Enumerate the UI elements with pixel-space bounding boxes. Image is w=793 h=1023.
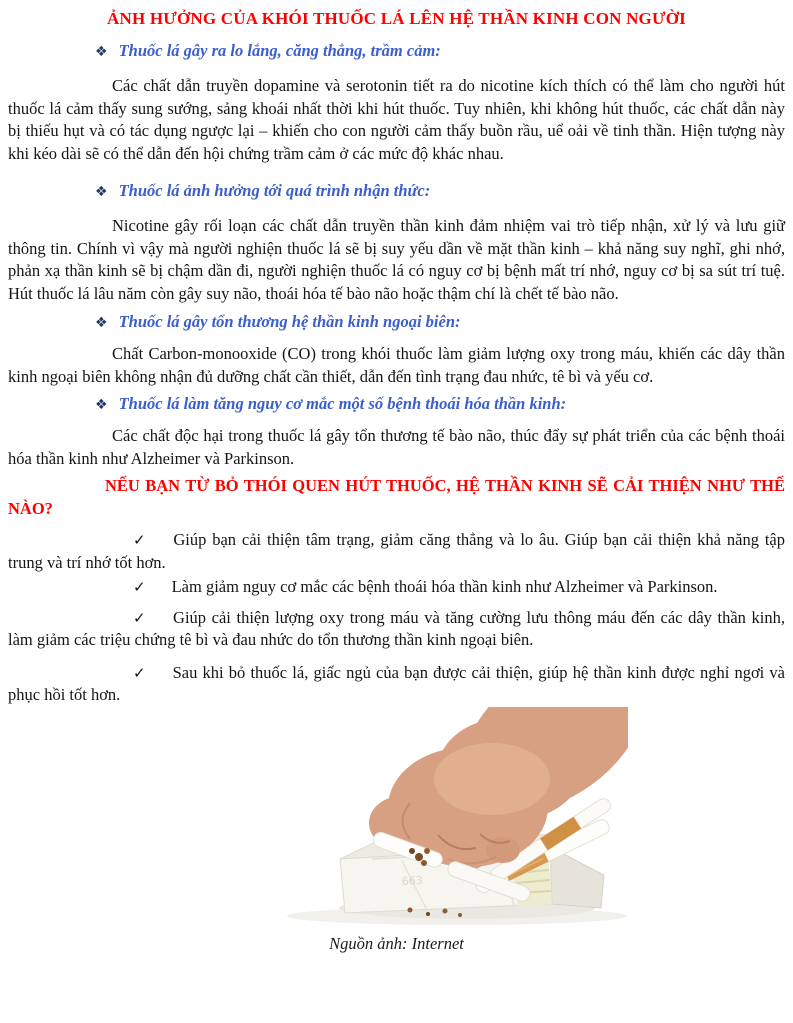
section-heading-text: Thuốc lá ảnh hưởng tới quá trình nhận thức:: [118, 181, 431, 200]
benefit-item-text: Làm giảm nguy cơ mắc các bệnh thoái hóa thần kinh như Alzheimer và Parkinson.: [171, 577, 718, 596]
section-heading-anxiety: [8, 40, 785, 63]
section-heading-text: Thuốc lá gây tổn thương hệ thần kinh ngoại biên:: [118, 312, 461, 331]
benefit-item-text: Giúp cải thiện lượng oxy trong máu và tăng cường lưu thông máu đến các dây thần kinh, làm giảm các triệu chứng tê bì và đau nhức do tổn thương thần kinh ngoại biên.: [8, 607, 785, 649]
fist-crushing-cigarette-pack-image: [252, 707, 628, 929]
paragraph-carbon-monoxide: Chất Carbon-monooxide (CO) trong khói thuốc làm giảm lượng oxy trong máu, khiến các dây thần kinh ngoại biên không nhận đủ dưỡng chất cần thiết, dẫn đến tình trạng đau nhức, tê bì và yếu cơ.: [8, 344, 785, 386]
check-icon: ✓: [133, 578, 146, 596]
diamond-bullet-icon: ❖: [95, 184, 108, 200]
benefit-item-text: Sau khi bỏ thuốc lá, giấc ngủ của bạn được cải thiện, giúp hệ thần kinh được nghỉ ngơi và phục hồi tốt hơn.: [8, 662, 785, 704]
paragraph-alzheimer-parkinson: Các chất độc hại trong thuốc lá gây tổn thương tế bào não, thúc đẩy sự phát triển của các bệnh thoái hóa thần kinh như Alzheimer và Parkinson.: [8, 426, 785, 468]
paragraph-dopamine-serotonin: Các chất dẫn truyền dopamine và serotonin tiết ra do nicotine kích thích có thể làm cho người hút thuốc lá cảm thấy sung sướng, sảng khoái nhất thời khi hút thuốc. Tuy nhiên, khi không hút thuốc, các chất dẫn này bị thiếu hụt và có tác dụng ngược lại – khiến cho con người cảm thấy buồn rầu, uể oải về tinh thần. Hiện tượng này khi kéo dài sẽ có thể dẫn đến hội chứng trầm cảm ở các mức độ khác nhau.: [8, 76, 785, 163]
benefit-item-text: Giúp bạn cải thiện tâm trạng, giảm căng thẳng và lo âu. Giúp bạn cải thiện khả năng tập trung và trí nhớ tốt hơn.: [8, 530, 785, 572]
benefit-item-sleep: [8, 662, 785, 707]
check-icon: ✓: [133, 608, 148, 627]
section-heading-peripheral-nerves: [8, 311, 785, 334]
benefit-item-mood: [8, 529, 785, 574]
svg-text:663: 663: [401, 873, 424, 888]
question-heading-quit-smoking: NẾU BẠN TỪ BỎ THÓI QUEN HÚT THUỐC, HỆ THẦN KINH SẼ CẢI THIỆN NHƯ THẾ NÀO?: [8, 476, 785, 518]
figure-fist-crushing-cigarettes: [252, 707, 628, 929]
figure-caption: Nguồn ảnh: Internet: [329, 933, 464, 953]
benefit-item-neuro-risk: [8, 576, 785, 599]
check-icon: ✓: [133, 663, 147, 682]
paragraph-nicotine-cognition: Nicotine gây rối loạn các chất dẫn truyền thần kinh đảm nhiệm vai trò tiếp nhận, xử lý và lưu giữ thông tin. Chính vì vậy mà người nghiện thuốc lá sẽ bị suy yếu dần về mặt thần kinh – khả năng suy nghĩ, ghi nhớ, phản xạ thần kinh sẽ bị chậm dần đi, người nghiện thuốc lá có nguy cơ bị bệnh mất trí nhớ, nguy cơ bị sa sút trí tuệ. Hút thuốc lá lâu năm còn gây suy não, thoái hóa tế bào não hoặc thậm chí là chết tế bào não.: [8, 216, 785, 303]
diamond-bullet-icon: ❖: [95, 44, 108, 60]
section-heading-text: Thuốc lá gây ra lo lắng, căng thẳng, trầm cảm:: [118, 41, 441, 60]
check-icon: ✓: [133, 531, 148, 549]
section-heading-neurodegenerative: [8, 393, 785, 416]
section-heading-text: Thuốc lá làm tăng nguy cơ mắc một số bệnh thoái hóa thần kinh:: [118, 394, 567, 413]
diamond-bullet-icon: ❖: [95, 315, 108, 331]
benefit-item-oxygen: [8, 607, 785, 652]
section-heading-cognition: [8, 180, 785, 203]
diamond-bullet-icon: ❖: [95, 397, 108, 413]
page-title: ẢNH HƯỞNG CỦA KHÓI THUỐC LÁ LÊN HỆ THẦN KINH CON NGƯỜI: [107, 9, 686, 28]
